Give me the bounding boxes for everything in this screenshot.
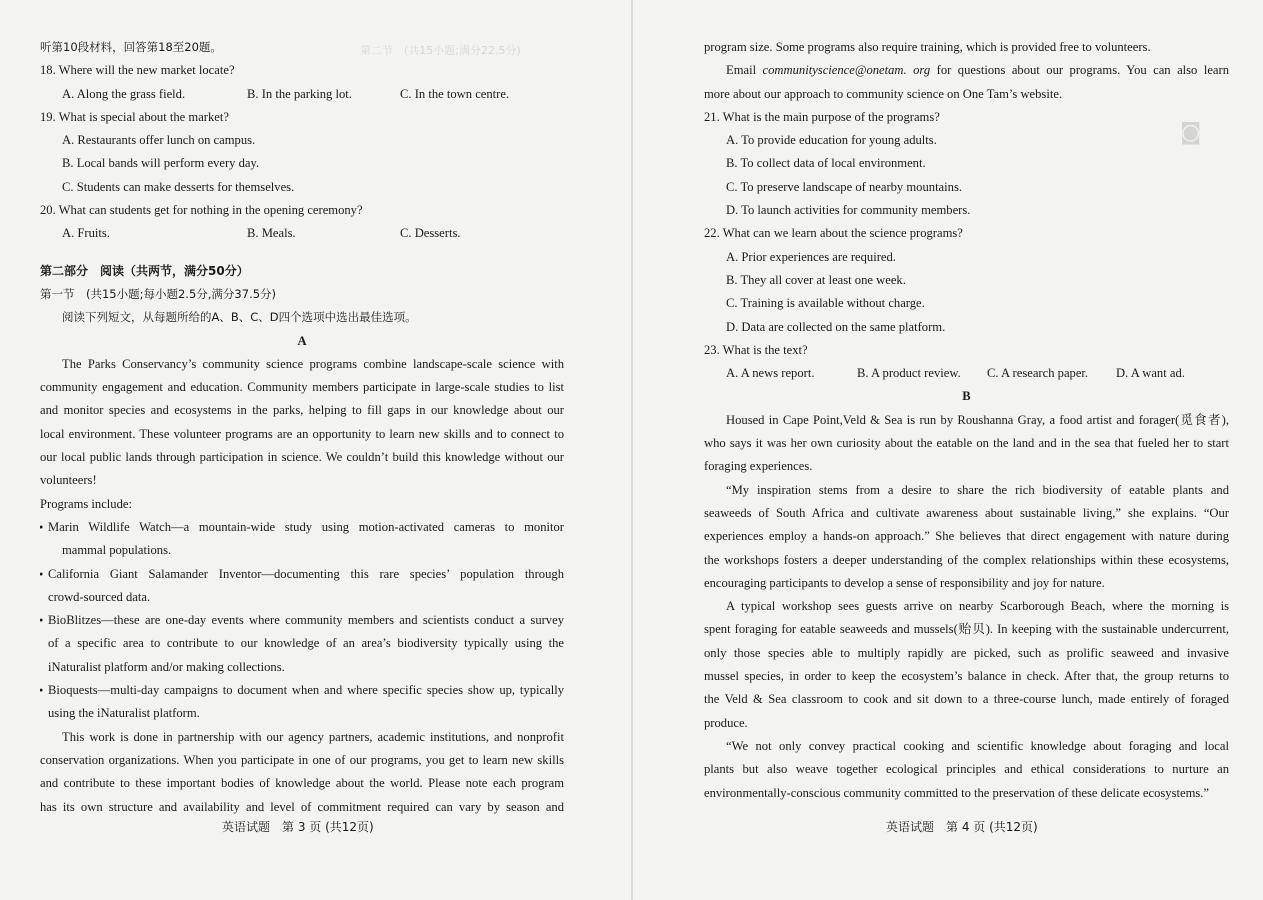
- passage-b-p2-line: seaweeds of South Africa and cultivate awareness about sustainable living,” she explains. “Our: [704, 505, 1229, 520]
- section1-title: 第一节 (共15小题;每小题2.5分,满分37.5分): [40, 286, 277, 301]
- q23-option-b: B. A product review.: [857, 366, 961, 381]
- q21-option-a: A. To provide education for young adults.: [726, 133, 937, 148]
- passage-a-line: local environment. These volunteer programs are an opportunity to learn new skills and to connect to: [40, 426, 564, 441]
- passage-b-p3-line: only those species able to multiply rapidly are picked, such as prolific seaweed and invasive: [704, 645, 1229, 660]
- passage-b-letter: B: [962, 389, 971, 404]
- program-bullet-cont: iNaturalist platform and/or making collections.: [48, 659, 285, 674]
- passage-a-line: our local public lands through participation in science. We couldn’t build this knowledge without our: [40, 450, 564, 465]
- part2-title: 第二部分 阅读（共两节，满分50分）: [40, 263, 249, 278]
- passage-a-line: and monitor species and ecosystems in the parks, helping to fill gaps in our knowledge about our: [40, 403, 564, 418]
- email-address: communityscience@onetam. org: [762, 63, 931, 78]
- q18-stem: 18. Where will the new market locate?: [40, 63, 235, 78]
- closing-line: This work is done in partnership with our agency partners, academic institutions, and nonprofit: [62, 729, 564, 744]
- left-page-footer: 英语试题 第 3 页 (共12页): [222, 820, 374, 834]
- q20-option-a: A. Fruits.: [62, 226, 110, 241]
- q23-option-a: A. A news report.: [726, 366, 815, 381]
- email-line: [704, 59, 1229, 82]
- passage-a-line: community engagement and education. Community members participate in large-scale studies to list: [40, 380, 564, 395]
- program-bullet-cont: mammal populations.: [62, 543, 172, 558]
- q18-option-c: C. In the town centre.: [400, 86, 510, 101]
- program-bullet-cont: crowd-sourced data.: [48, 589, 151, 604]
- closing-line: and contribute to these important bodies of knowledge about the world. Please note each program: [40, 776, 564, 791]
- passage-a-line: volunteers!: [40, 473, 97, 488]
- passage-b-p2-line: “My inspiration stems from a desire to share the rich biodiversity of eatable plants and: [726, 482, 1229, 497]
- q21-option-c: C. To preserve landscape of nearby mountains.: [726, 179, 962, 194]
- q22-option-c: C. Training is available without charge.: [726, 296, 925, 311]
- bleed-through-text: 第二节 (共15小题;满分22.5分): [360, 44, 521, 57]
- page-fold: [631, 0, 633, 900]
- closing-line: conservation organizations. When you participate in one of our programs, you get to learn new skills: [40, 752, 564, 767]
- q23-stem: 23. What is the text?: [704, 342, 808, 357]
- q21-stem: 21. What is the main purpose of the programs?: [704, 109, 940, 124]
- passage-b-p3-line: produce.: [704, 715, 748, 730]
- closing-line: has its own structure and availability and level of commitment required can vary by season and: [40, 799, 564, 814]
- program-bullet: ● Marin Wildlife Watch—a mountain-wide study using motion-activated cameras to monitor: [40, 516, 564, 539]
- q23-options: [704, 362, 1229, 385]
- q19-option-c: C. Students can make desserts for themselves.: [62, 179, 295, 194]
- program-bullet-cont: of a specific area to contribute to our knowledge of an area’s biodiversity typically using the: [48, 636, 564, 651]
- reading-instruction: 阅读下列短文，从每题所给的A、B、C、D四个选项中选出最佳选项。: [62, 310, 417, 325]
- email-prefix: Email: [726, 63, 763, 78]
- q22-stem: 22. What can we learn about the science programs?: [704, 226, 963, 241]
- q20-option-c: C. Desserts.: [400, 226, 461, 241]
- q19-stem: 19. What is special about the market?: [40, 109, 229, 124]
- passage-b-p3-line: A typical workshop sees guests arrive on nearby Scarborough Beach, where the morning is: [726, 599, 1229, 614]
- left-page: [40, 36, 564, 819]
- passage-b-p2-line: experiences employ a hands-on approach.” She believes that direct engagement with nature during: [704, 529, 1229, 544]
- q22-option-b: B. They all cover at least one week.: [726, 272, 906, 287]
- q20-options: [40, 222, 564, 245]
- passage-b-p4-line: environmentally-conscious community committed to the preservation of these delicate ecosystems.”: [704, 785, 1210, 800]
- q19-option-a: A. Restaurants offer lunch on campus.: [62, 133, 256, 148]
- q20-option-b: B. Meals.: [247, 226, 296, 241]
- programs-label: Programs include:: [40, 496, 132, 511]
- passage-b-p4-line: “We not only convey practical cooking and scientific knowledge about foraging and local: [726, 738, 1229, 753]
- passage-b-p2-line: the workshops fosters a deeper understanding of the complex relationships within these ecosystems,: [704, 552, 1229, 567]
- right-page-footer: 英语试题 第 4 页 (共12页): [886, 820, 1038, 834]
- passage-a-line: The Parks Conservancy’s community science programs combine landscape-scale science with: [62, 356, 564, 371]
- passage-b-p1-line: foraging experiences.: [704, 459, 813, 474]
- program-bullet: ● California Giant Salamander Inventor—documenting this rare species’ population through: [40, 563, 564, 586]
- q22-option-d: D. Data are collected on the same platform.: [726, 319, 946, 334]
- q20-stem: 20. What can students get for nothing in the opening ceremony?: [40, 203, 363, 218]
- email-line-2: more about our approach to community science on One Tam’s website.: [704, 86, 1063, 101]
- passage-b-p4-line: plants but also weave together ecological principles and ethical considerations to nurture an: [704, 762, 1229, 777]
- q18-option-a: A. Along the grass field.: [62, 86, 186, 101]
- email-suffix: for questions about our programs. You can also learn: [930, 63, 1229, 78]
- passage-b-p2-line: encouraging participants to develop a sense of responsibility and joy for nature.: [704, 575, 1105, 590]
- passage-b-p3-line: spent foraging for eatable seaweeds and mussels(贻贝). In keeping with the sustainable undercurrent,: [704, 622, 1229, 637]
- bleed-through-logo: ◙: [1180, 120, 1202, 145]
- passage-a-letter: A: [297, 333, 307, 348]
- q22-option-a: A. Prior experiences are required.: [726, 249, 896, 264]
- passage-b-p3-line: the Veld & Sea classroom to cook and sit down to a three-course lunch, made entirely of foraged: [704, 692, 1229, 707]
- q23-option-d: D. A want ad.: [1116, 366, 1185, 381]
- program-bullet: ● Bioquests—multi-day campaigns to document when and where specific species show up, typically: [40, 679, 564, 702]
- program-bullet-cont: using the iNaturalist platform.: [48, 706, 200, 721]
- program-bullet: ● BioBlitzes—these are one-day events where community members and scientists conduct a survey: [40, 609, 564, 632]
- q21-option-d: D. To launch activities for community members.: [726, 203, 971, 218]
- q21-option-b: B. To collect data of local environment.: [726, 156, 926, 171]
- passage-b-p3-line: mussel species, in order to keep the ecosystem’s balance in check. After that, the group returns to: [704, 669, 1229, 684]
- q18-options: [40, 83, 564, 106]
- q18-option-b: B. In the parking lot.: [247, 86, 352, 101]
- q23-option-c: C. A research paper.: [987, 366, 1089, 381]
- q19-option-b: B. Local bands will perform every day.: [62, 156, 260, 171]
- listening-intro: 听第10段材料，回答第18至20题。: [40, 40, 222, 54]
- passage-b-p1-line: Housed in Cape Point,Veld & Sea is run by Roushanna Gray, a food artist and forager(觅食者),: [726, 412, 1229, 427]
- passage-b-p1-line: who says it was her own curiosity about the eatable on the land and in the sea that fueled her to start: [704, 436, 1229, 451]
- passage-a-continuation: program size. Some programs also require training, which is provided free to volunteers.: [704, 40, 1151, 54]
- right-page: [704, 36, 1229, 805]
